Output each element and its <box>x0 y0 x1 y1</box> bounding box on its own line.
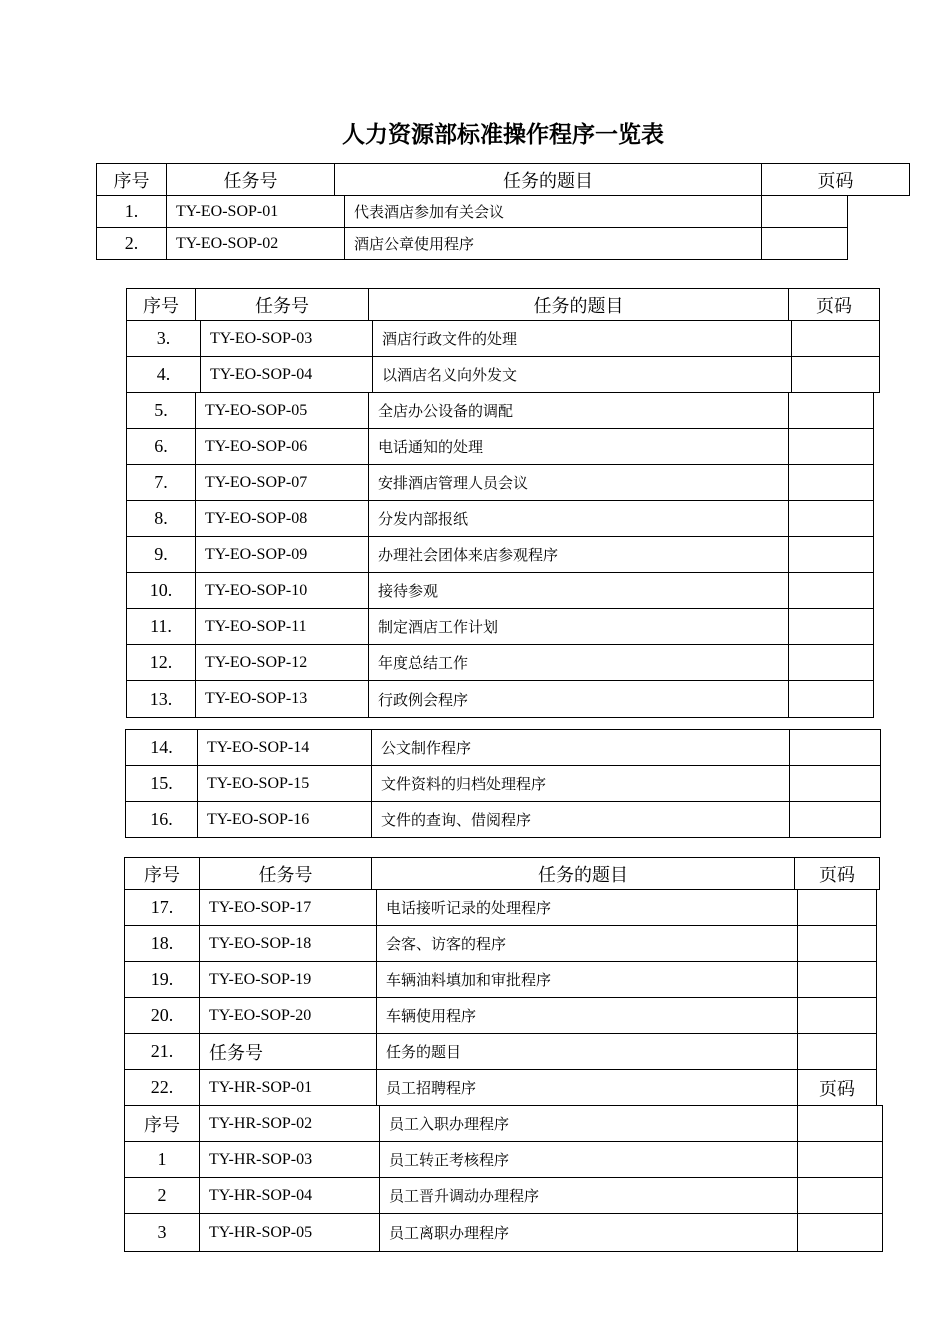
page-title: 人力资源部标准操作程序一览表 <box>342 122 664 148</box>
row-page <box>788 644 874 681</box>
row-subject: 员工招聘程序 <box>376 1069 798 1106</box>
header-task-no: 任务号 <box>166 163 335 196</box>
row-subject: 分发内部报纸 <box>368 500 789 537</box>
row-page <box>797 1177 883 1214</box>
row-subject: 员工晋升调动办理程序 <box>379 1177 798 1214</box>
row-subject: 文件的查询、借阅程序 <box>371 801 790 838</box>
row-subject: 办理社会团体来店参观程序 <box>368 536 789 573</box>
row-seq: 11. <box>126 608 196 645</box>
row-page <box>797 997 877 1034</box>
table-header-row <box>96 163 910 196</box>
row-code: TY-HR-SOP-01 <box>199 1069 377 1106</box>
row-code: TY-EO-SOP-06 <box>195 428 369 465</box>
row-seq: 序号 <box>124 1105 200 1142</box>
table-row <box>126 464 880 501</box>
table-row <box>96 195 910 228</box>
row-subject: 酒店行政文件的处理 <box>372 320 792 357</box>
row-code: TY-EO-SOP-09 <box>195 536 369 573</box>
row-seq: 12. <box>126 644 196 681</box>
row-subject: 员工转正考核程序 <box>379 1141 798 1178</box>
table-row <box>126 356 880 393</box>
row-seq: 20. <box>124 997 200 1034</box>
row-code: TY-EO-SOP-01 <box>166 195 345 228</box>
row-subject: 会客、访客的程序 <box>376 925 798 962</box>
row-subject: 车辆油料填加和审批程序 <box>376 961 798 998</box>
row-code: TY-EO-SOP-17 <box>199 889 377 926</box>
row-seq: 10. <box>126 572 196 609</box>
row-code: TY-EO-SOP-08 <box>195 500 369 537</box>
row-code: TY-HR-SOP-05 <box>199 1213 380 1252</box>
table-row <box>126 500 880 537</box>
row-page <box>788 500 874 537</box>
sop-table-3 <box>125 729 881 838</box>
row-seq: 5. <box>126 392 196 429</box>
table-row <box>124 1033 883 1070</box>
header-subject: 任务的题目 <box>371 857 795 890</box>
row-subject: 酒店公章使用程序 <box>344 227 762 260</box>
row-page <box>797 1105 883 1142</box>
row-subject: 以酒店名义向外发文 <box>372 356 792 393</box>
row-subject: 员工入职办理程序 <box>379 1105 798 1142</box>
row-seq: 4. <box>126 356 201 393</box>
row-code: TY-EO-SOP-11 <box>195 608 369 645</box>
row-seq: 7. <box>126 464 196 501</box>
row-page <box>797 1141 883 1178</box>
header-page: 页码 <box>788 288 880 321</box>
row-seq: 13. <box>126 680 196 718</box>
row-code: TY-EO-SOP-19 <box>199 961 377 998</box>
row-code: TY-EO-SOP-10 <box>195 572 369 609</box>
header-task-no: 任务号 <box>195 288 369 321</box>
row-subject: 电话通知的处理 <box>368 428 789 465</box>
row-subject: 员工离职办理程序 <box>379 1213 798 1252</box>
table-row <box>124 1069 883 1106</box>
row-subject: 代表酒店参加有关会议 <box>344 195 762 228</box>
row-page <box>788 428 874 465</box>
row-subject: 年度总结工作 <box>368 644 789 681</box>
row-code: TY-EO-SOP-16 <box>197 801 372 838</box>
row-page <box>789 801 881 838</box>
row-subject: 公文制作程序 <box>371 729 790 766</box>
row-page <box>761 195 848 228</box>
row-code: TY-EO-SOP-03 <box>200 320 373 357</box>
table-row <box>125 801 881 838</box>
table-row <box>124 1141 883 1178</box>
row-code: TY-EO-SOP-14 <box>197 729 372 766</box>
row-seq: 18. <box>124 925 200 962</box>
row-page <box>789 729 881 766</box>
row-page <box>791 320 880 357</box>
table-row <box>126 392 880 429</box>
row-code: TY-HR-SOP-04 <box>199 1177 380 1214</box>
row-seq: 2. <box>96 227 167 260</box>
row-seq: 19. <box>124 961 200 998</box>
row-subject: 文件资料的归档处理程序 <box>371 765 790 802</box>
row-page <box>791 356 880 393</box>
row-page <box>797 961 877 998</box>
table-row <box>126 428 880 465</box>
header-seq: 序号 <box>124 857 200 890</box>
row-page <box>788 608 874 645</box>
row-page <box>788 464 874 501</box>
row-page <box>761 227 848 260</box>
row-seq: 1 <box>124 1141 200 1178</box>
table-row <box>124 1105 883 1142</box>
table-row <box>124 997 883 1034</box>
table-row <box>126 536 880 573</box>
header-seq: 序号 <box>96 163 167 196</box>
row-code: TY-EO-SOP-12 <box>195 644 369 681</box>
row-subject: 行政例会程序 <box>368 680 789 718</box>
table-row <box>124 1213 883 1252</box>
row-subject: 接待参观 <box>368 572 789 609</box>
row-page <box>797 1033 877 1070</box>
row-page <box>788 392 874 429</box>
header-page: 页码 <box>794 857 880 890</box>
row-code: 任务号 <box>199 1033 377 1070</box>
row-code: TY-EO-SOP-07 <box>195 464 369 501</box>
row-code: TY-EO-SOP-04 <box>200 356 373 393</box>
row-page <box>788 572 874 609</box>
row-seq: 21. <box>124 1033 200 1070</box>
header-page: 页码 <box>761 163 910 196</box>
row-code: TY-EO-SOP-02 <box>166 227 345 260</box>
table-row <box>124 961 883 998</box>
table-row <box>126 320 880 357</box>
row-page <box>788 536 874 573</box>
table-row <box>124 1177 883 1214</box>
table-header-row <box>126 288 880 321</box>
row-code: TY-EO-SOP-15 <box>197 765 372 802</box>
row-seq: 1. <box>96 195 167 228</box>
row-code: TY-HR-SOP-03 <box>199 1141 380 1178</box>
row-page <box>797 925 877 962</box>
header-task-no: 任务号 <box>199 857 372 890</box>
row-seq: 6. <box>126 428 196 465</box>
row-subject: 电话接听记录的处理程序 <box>376 889 798 926</box>
row-code: TY-EO-SOP-18 <box>199 925 377 962</box>
header-subject: 任务的题目 <box>368 288 789 321</box>
row-code: TY-EO-SOP-13 <box>195 680 369 718</box>
row-seq: 3. <box>126 320 201 357</box>
row-seq: 2 <box>124 1177 200 1214</box>
row-code: TY-EO-SOP-05 <box>195 392 369 429</box>
row-seq: 22. <box>124 1069 200 1106</box>
table-header-row <box>124 857 883 890</box>
row-subject: 任务的题目 <box>376 1033 798 1070</box>
row-code: TY-EO-SOP-20 <box>199 997 377 1034</box>
table-row <box>126 572 880 609</box>
row-subject: 制定酒店工作计划 <box>368 608 789 645</box>
row-seq: 3 <box>124 1213 200 1252</box>
sop-table-4 <box>124 857 883 1252</box>
row-page: 页码 <box>797 1069 877 1106</box>
row-page <box>797 1213 883 1252</box>
row-page <box>797 889 877 926</box>
table-row <box>126 680 880 718</box>
table-row <box>126 608 880 645</box>
table-row <box>125 729 881 766</box>
row-seq: 8. <box>126 500 196 537</box>
row-seq: 16. <box>125 801 198 838</box>
row-seq: 14. <box>125 729 198 766</box>
row-page <box>788 680 874 718</box>
row-seq: 17. <box>124 889 200 926</box>
table-row <box>124 889 883 926</box>
table-row <box>96 227 910 260</box>
header-seq: 序号 <box>126 288 196 321</box>
row-page <box>789 765 881 802</box>
table-row <box>124 925 883 962</box>
row-subject: 车辆使用程序 <box>376 997 798 1034</box>
row-code: TY-HR-SOP-02 <box>199 1105 380 1142</box>
sop-table-2 <box>126 288 880 720</box>
table-row <box>126 644 880 681</box>
sop-table-1 <box>96 163 910 261</box>
row-subject: 全店办公设备的调配 <box>368 392 789 429</box>
row-subject: 安排酒店管理人员会议 <box>368 464 789 501</box>
row-seq: 9. <box>126 536 196 573</box>
header-subject: 任务的题目 <box>334 163 762 196</box>
table-row <box>125 765 881 802</box>
row-seq: 15. <box>125 765 198 802</box>
